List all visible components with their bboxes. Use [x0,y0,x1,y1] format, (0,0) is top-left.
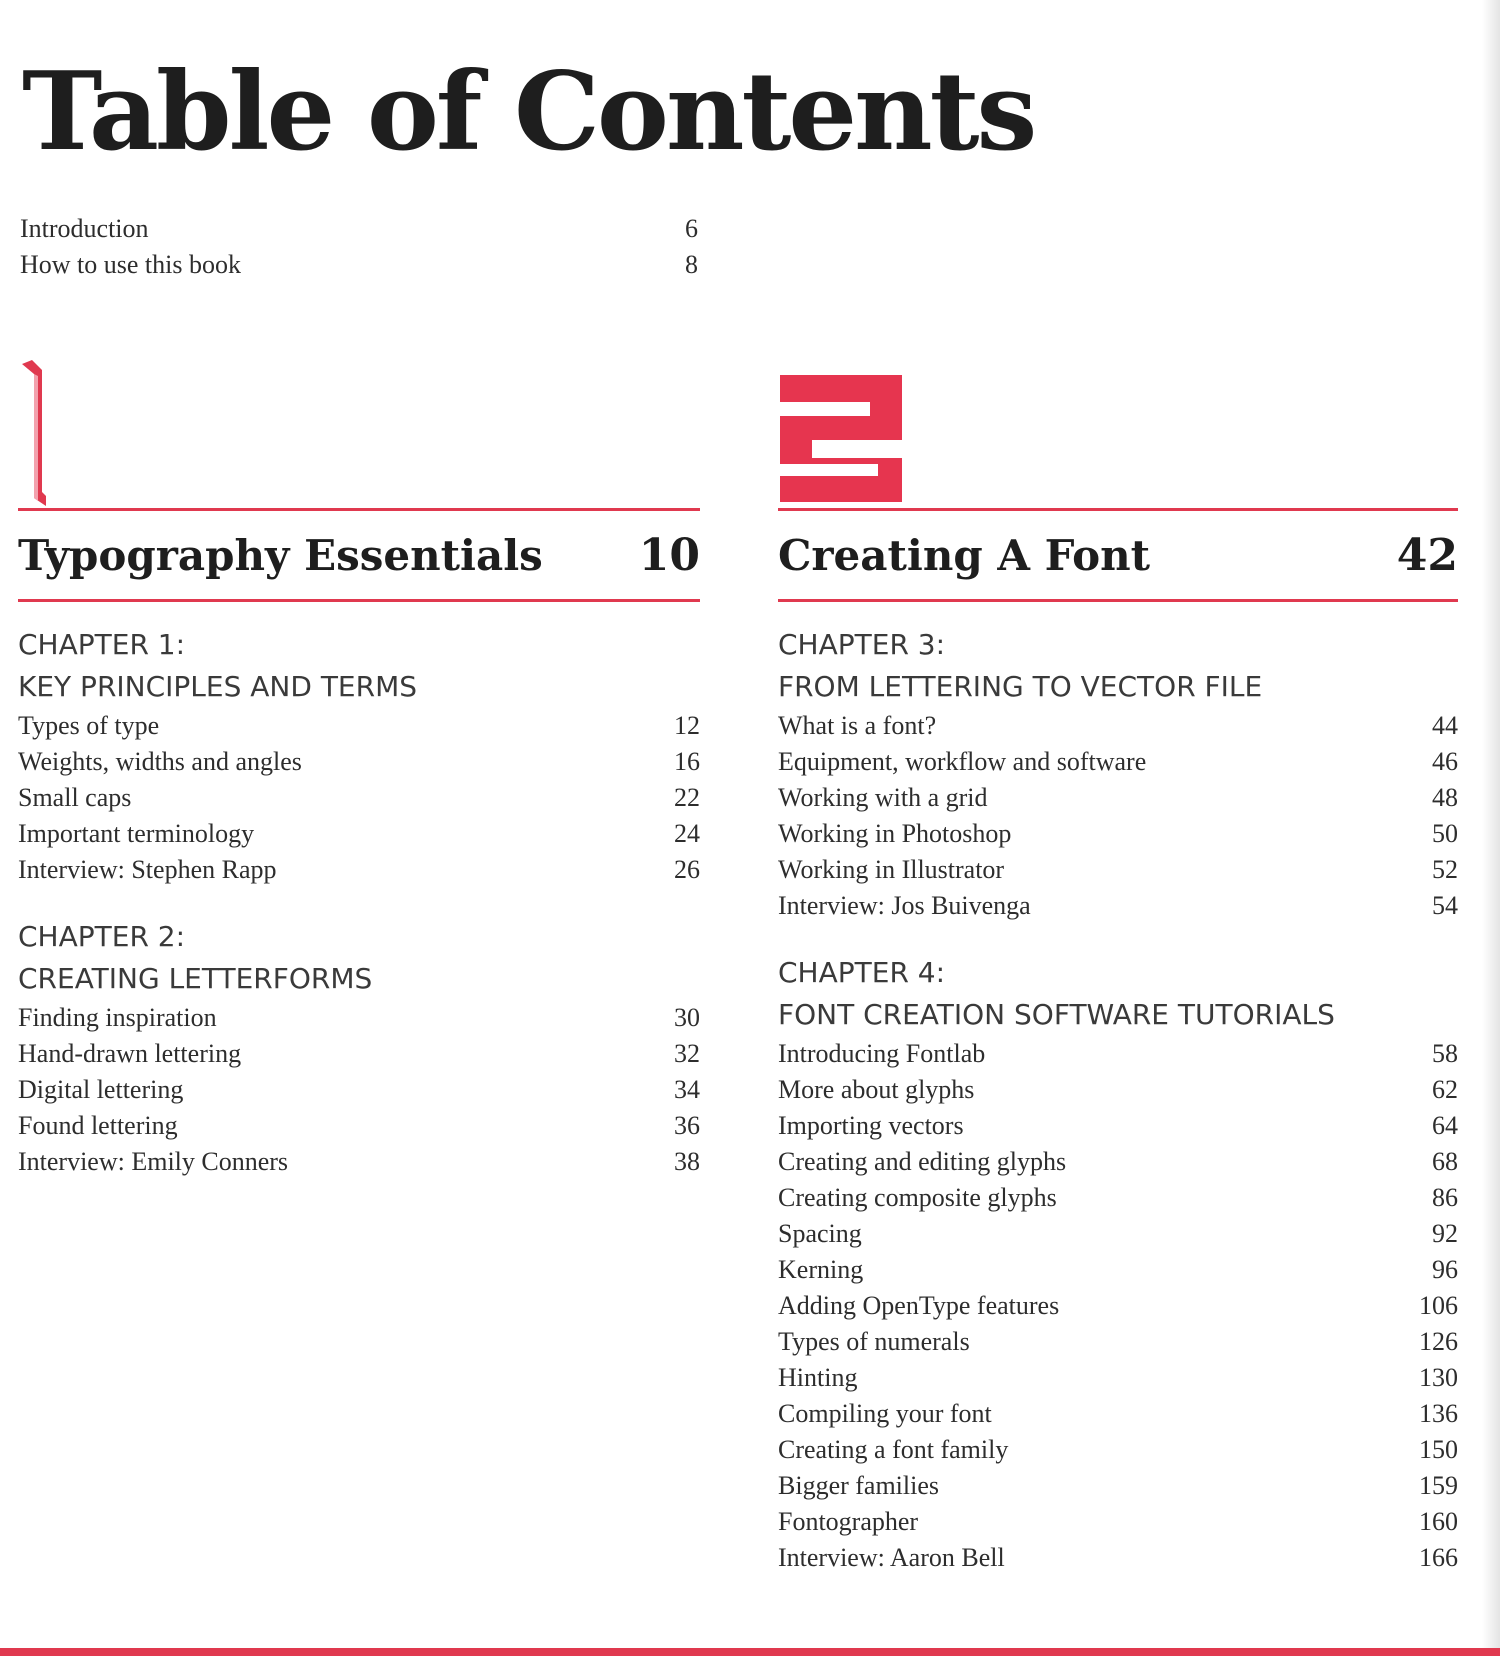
toc-entry-page: 54 [1432,891,1458,920]
part-title: Typography Essentials [18,530,543,580]
toc-entry[interactable] [18,1000,700,1036]
part-page-number: 42 [1396,529,1458,581]
toc-entry[interactable] [18,1036,700,1072]
toc-entry-page: 50 [1432,819,1458,848]
toc-entry-label: Bigger families [778,1471,940,1500]
chapter-title: KEY PRINCIPLES AND TERMS [18,670,417,703]
chapter-2 [18,916,700,1180]
toc-entry-label: More about glyphs [778,1075,975,1104]
chapter-title: FROM LETTERING TO VECTOR FILE [778,670,1263,703]
toc-entry-label: Introduction [20,214,149,243]
toc-entry[interactable] [778,780,1458,816]
toc-entry-page: 16 [674,747,700,776]
toc-entry-page: 68 [1432,1147,1458,1176]
toc-entry-label: What is a font? [778,711,937,740]
toc-entry-page: 64 [1432,1111,1458,1140]
chapter-title: CREATING LETTERFORMS [18,962,373,995]
part-1-numeral [18,360,700,508]
chapter-1 [18,624,700,888]
toc-entry-page: 166 [1419,1543,1458,1572]
toc-entry-label: Small caps [18,783,132,812]
toc-entry-page: 130 [1419,1363,1458,1392]
toc-entry-page: 26 [674,855,700,884]
chapter-label: CHAPTER 1: [18,628,186,661]
toc-entry[interactable] [778,1540,1458,1576]
part-2-bottom-rule [778,599,1458,602]
chapter-label: CHAPTER 2: [18,920,186,953]
toc-entry-label: Interview: Aaron Bell [778,1543,1005,1572]
toc-entry-page: 6 [685,214,698,243]
toc-entry-label: Creating a font family [778,1435,1009,1464]
part-title: Creating A Font [778,530,1151,580]
toc-entry-page: 86 [1432,1183,1458,1212]
chapter-4 [778,952,1458,1576]
toc-entry-page: 52 [1432,855,1458,884]
toc-entry-label: Introducing Fontlab [778,1039,986,1068]
toc-entry[interactable] [778,708,1458,744]
numeral-one-graphic [18,360,58,506]
toc-entry-page: 32 [674,1039,700,1068]
bottom-accent-bar [0,1648,1500,1656]
toc-entry-page: 58 [1432,1039,1458,1068]
page-title: Table of Contents [22,49,1035,175]
page-edge-shadow [1482,0,1500,1656]
toc-entry-label: Kerning [778,1255,864,1284]
toc-entry[interactable] [778,1324,1458,1360]
toc-entry-page: 62 [1432,1075,1458,1104]
part-2-heading[interactable] [778,511,1458,599]
toc-entry[interactable] [778,1396,1458,1432]
toc-entry-label: Found lettering [18,1111,178,1140]
toc-entry-label: How to use this book [20,250,241,279]
toc-entry[interactable] [778,1432,1458,1468]
toc-entry-label: Types of numerals [778,1327,970,1356]
part-page-number: 10 [638,529,700,581]
toc-entry[interactable] [778,1216,1458,1252]
toc-entry[interactable] [18,852,700,888]
toc-entry-label: Creating and editing glyphs [778,1147,1067,1176]
toc-entry-page: 48 [1432,783,1458,812]
toc-entry[interactable] [18,1072,700,1108]
toc-entry-page: 8 [685,250,698,279]
part-1-bottom-rule [18,599,700,602]
toc-entry-label: Finding inspiration [18,1003,217,1032]
toc-entry-label: Working with a grid [778,783,988,812]
toc-entry-page: 136 [1419,1399,1458,1428]
part-1-heading[interactable] [18,511,700,599]
toc-entry-label: Interview: Jos Buivenga [778,891,1031,920]
toc-entry[interactable] [778,1252,1458,1288]
toc-entry-label: Importing vectors [778,1111,964,1140]
toc-entry-label: Adding OpenType features [778,1291,1060,1320]
toc-entry-page: 22 [674,783,700,812]
toc-entry-page: 24 [674,819,700,848]
toc-entry-page: 159 [1419,1471,1458,1500]
toc-entry-page: 160 [1419,1507,1458,1536]
toc-entry-label: Working in Illustrator [778,855,1005,884]
toc-entry-label: Compiling your font [778,1399,992,1428]
toc-entry-page: 38 [674,1147,700,1176]
toc-entry[interactable] [18,816,700,852]
toc-entry[interactable] [778,1180,1458,1216]
toc-entry[interactable] [778,744,1458,780]
toc-entry-page: 36 [674,1111,700,1140]
toc-entry[interactable] [18,744,700,780]
toc-entry-page: 44 [1432,711,1458,740]
toc-entry-page: 92 [1432,1219,1458,1248]
numeral-two-graphic [778,360,908,506]
toc-entry-introduction[interactable] [20,211,698,247]
toc-entry[interactable] [778,1360,1458,1396]
front-matter-list [20,211,698,283]
toc-entry-label: Creating composite glyphs [778,1183,1057,1212]
toc-entry[interactable] [18,1144,700,1180]
part-2-section [778,360,1458,1576]
toc-entry[interactable] [18,708,700,744]
toc-entry[interactable] [778,1072,1458,1108]
toc-entry[interactable] [778,888,1458,924]
toc-entry-label: Weights, widths and angles [18,747,302,776]
toc-entry[interactable] [778,1468,1458,1504]
toc-entry-label: Types of type [18,711,160,740]
toc-entry-how-to-use[interactable] [20,247,698,283]
toc-entry[interactable] [18,780,700,816]
chapter-3 [778,624,1458,924]
toc-entry-label: Important terminology [18,819,255,848]
toc-entry-label: Hand-drawn lettering [18,1039,242,1068]
toc-entry[interactable] [778,1108,1458,1144]
toc-entry-label: Hinting [778,1363,858,1392]
toc-entry-label: Equipment, workflow and software [778,747,1147,776]
toc-entry[interactable] [778,1036,1458,1072]
part-1-section [18,360,700,1180]
toc-entry-label: Interview: Emily Conners [18,1147,289,1176]
toc-entry[interactable] [778,1144,1458,1180]
toc-entry-page: 106 [1419,1291,1458,1320]
toc-entry-page: 34 [674,1075,700,1104]
toc-entry-page: 96 [1432,1255,1458,1284]
toc-entry-label: Fontographer [778,1507,919,1536]
toc-entry[interactable] [18,1108,700,1144]
toc-entry[interactable] [778,816,1458,852]
toc-entry-page: 46 [1432,747,1458,776]
toc-entry-page: 150 [1419,1435,1458,1464]
toc-entry[interactable] [778,852,1458,888]
toc-entry[interactable] [778,1504,1458,1540]
chapter-title: FONT CREATION SOFTWARE TUTORIALS [778,998,1335,1031]
chapter-label: CHAPTER 4: [778,956,946,989]
toc-entry[interactable] [778,1288,1458,1324]
toc-entry-label: Digital lettering [18,1075,184,1104]
toc-entry-label: Interview: Stephen Rapp [18,855,277,884]
toc-entry-page: 30 [674,1003,700,1032]
toc-entry-label: Working in Photoshop [778,819,1012,848]
toc-entry-label: Spacing [778,1219,862,1248]
toc-entry-page: 126 [1419,1327,1458,1356]
part-2-numeral [778,360,1458,508]
chapter-label: CHAPTER 3: [778,628,946,661]
toc-entry-page: 12 [674,711,700,740]
